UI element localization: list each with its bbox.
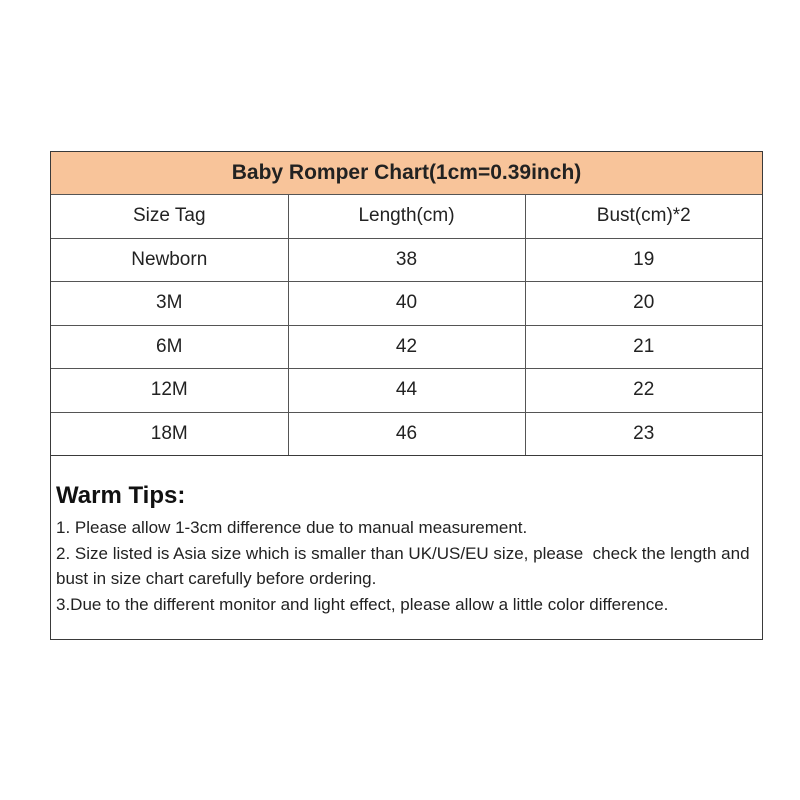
table-row bbox=[51, 369, 762, 413]
table-row bbox=[51, 325, 762, 369]
size-chart bbox=[50, 151, 763, 640]
cell-size-tag: 18M bbox=[51, 412, 288, 456]
cell-bust: 19 bbox=[525, 238, 762, 282]
size-table bbox=[51, 195, 762, 456]
warm-tips bbox=[51, 456, 762, 639]
cell-size-tag: 6M bbox=[51, 325, 288, 369]
cell-bust: 21 bbox=[525, 325, 762, 369]
header-length: Length(cm) bbox=[288, 195, 525, 238]
header-bust: Bust(cm)*2 bbox=[525, 195, 762, 238]
table-row bbox=[51, 412, 762, 456]
cell-size-tag: 12M bbox=[51, 369, 288, 413]
tip-item: 1. Please allow 1-3cm difference due to manual measurement. bbox=[56, 518, 528, 537]
cell-length: 46 bbox=[288, 412, 525, 456]
table-row bbox=[51, 238, 762, 282]
tip-item: 2. Size listed is Asia size which is smaller than UK/US/EU size, please check the length and bust in size chart carefully before ordering. bbox=[56, 543, 755, 588]
cell-bust: 20 bbox=[525, 282, 762, 326]
header-size-tag: Size Tag bbox=[51, 195, 288, 238]
cell-size-tag: 3M bbox=[51, 282, 288, 326]
cell-length: 44 bbox=[288, 369, 525, 413]
tip-item: 3.Due to the different monitor and light effect, please allow a little color difference. bbox=[56, 594, 669, 614]
cell-length: 42 bbox=[288, 325, 525, 369]
table-header-row bbox=[51, 195, 762, 238]
cell-length: 40 bbox=[288, 282, 525, 326]
cell-bust: 22 bbox=[525, 369, 762, 413]
cell-bust: 23 bbox=[525, 412, 762, 456]
cell-size-tag: Newborn bbox=[51, 238, 288, 282]
table-row bbox=[51, 282, 762, 326]
chart-title: Baby Romper Chart(1cm=0.39inch) bbox=[51, 152, 762, 195]
cell-length: 38 bbox=[288, 238, 525, 282]
tips-heading: Warm Tips: bbox=[56, 482, 186, 509]
